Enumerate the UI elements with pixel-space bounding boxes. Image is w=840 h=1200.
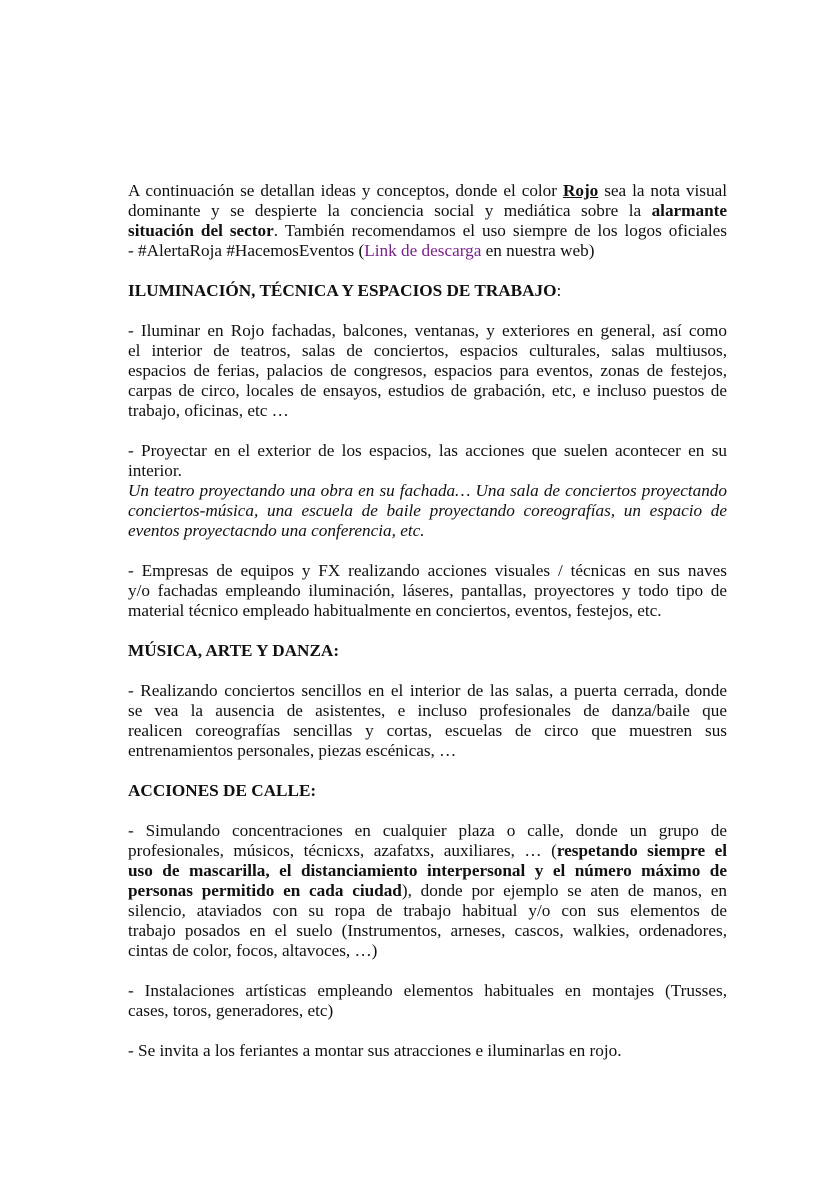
italic-example-line: conciertos-música, una escuela de baile proyectando coreografías, un espacio de xyxy=(128,501,727,520)
intro-text: en nuestra web) xyxy=(481,241,595,260)
paragraph-feriantes xyxy=(128,1041,727,1061)
paragraph-text: ), donde por ejemplo se aten de manos, en xyxy=(401,881,727,900)
section-heading-text: ILUMINACIÓN, TÉCNICA Y ESPACIOS DE TRABAJO xyxy=(128,281,557,300)
paragraph-line: - Simulando concentraciones en cualquier plaza o calle, donde un grupo de xyxy=(128,821,727,840)
paragraph-line: el interior de teatros, salas de conciertos, espacios culturales, salas multiusos, xyxy=(128,341,727,360)
hashtags-text: - #AlertaRoja #HacemosEventos ( xyxy=(128,241,365,260)
intro-bold-text: alarmante xyxy=(651,201,727,220)
paragraph-line: trabajo, oficinas, etc … xyxy=(128,401,289,420)
intro-line-2 xyxy=(128,201,727,221)
section-heading-musica: MÚSICA, ARTE Y DANZA: xyxy=(128,641,340,660)
paragraph-empresas xyxy=(128,561,727,621)
rojo-keyword: Rojo xyxy=(562,181,599,200)
paragraph-simulando xyxy=(128,821,727,961)
intro-text: . También recomendamos el uso siempre de los logos oficiales xyxy=(273,221,727,240)
paragraph-line: - Proyectar en el exterior de los espacios, las acciones que suelen acontecer en su xyxy=(128,441,727,460)
paragraph-line xyxy=(128,881,727,901)
paragraph-line: - Instalaciones artísticas empleando elementos habituales en montajes (Trusses, xyxy=(128,981,727,1000)
intro-text: sea la nota visual xyxy=(598,181,727,200)
section-heading-iluminacion xyxy=(128,281,727,301)
intro-text: A continuación se detallan ideas y conceptos, donde el color xyxy=(128,181,563,200)
paragraph-line: se vea la ausencia de asistentes, e incluso profesionales de danza/baile que xyxy=(128,701,727,720)
paragraph-line: cintas de color, focos, altavoces, …) xyxy=(128,941,378,960)
paragraph-text: profesionales, músicos, técnicxs, azafatxs, auxiliares, … ( xyxy=(128,841,557,860)
paragraph-line: - Se invita a los feriantes a montar sus atracciones e iluminarlas en rojo. xyxy=(128,1041,622,1060)
paragraph-proyectar xyxy=(128,441,727,541)
paragraph-instalaciones xyxy=(128,981,727,1021)
paragraph-line: realicen coreografías sencillas y cortas, escuelas de circo que muestren sus xyxy=(128,721,727,740)
paragraph-line: cases, toros, generadores, etc) xyxy=(128,1001,334,1020)
paragraph-line: interior. xyxy=(128,461,182,480)
paragraph-bold-text: personas permitido en cada ciudad xyxy=(128,881,402,900)
intro-line-4 xyxy=(128,241,727,261)
intro-line-1 xyxy=(128,181,727,201)
paragraph-bold-line: uso de mascarilla, el distanciamiento interpersonal y el número máximo de xyxy=(128,861,727,880)
paragraph-line: espacios de ferias, palacios de congresos, espacios para eventos, zonas de festejos, xyxy=(128,361,727,380)
italic-example-line: eventos proyectacndo una conferencia, etc. xyxy=(128,521,425,540)
paragraph-line: entrenamientos personales, piezas escénicas, … xyxy=(128,741,457,760)
paragraph-line: carpas de circo, locales de ensayos, estudios de grabación, etc, e incluso puestos de xyxy=(128,381,727,400)
document-body xyxy=(128,181,727,1061)
paragraph-line: trabajo posados en el suelo (Instrumentos, arneses, cascos, walkies, ordenadores, xyxy=(128,921,727,940)
intro-line-3 xyxy=(128,221,727,241)
italic-example-line: Un teatro proyectando una obra en su fachada… Una sala de conciertos proyectando xyxy=(128,481,727,500)
paragraph-line: y/o fachadas empleando iluminación, láseres, pantallas, proyectores y todo tipo de xyxy=(128,581,727,600)
heading-colon: : xyxy=(556,281,562,300)
paragraph-bold-text: respetando siempre el xyxy=(556,841,727,860)
paragraph-line xyxy=(128,841,727,861)
intro-text: dominante y se despierte la conciencia social y mediática sobre la xyxy=(128,201,652,220)
intro-bold-text: situación del sector xyxy=(128,221,274,240)
intro-paragraph xyxy=(128,181,727,261)
paragraph-line: - Empresas de equipos y FX realizando acciones visuales / técnicas en sus naves xyxy=(128,561,727,580)
paragraph-line: - Realizando conciertos sencillos en el interior de las salas, a puerta cerrada, donde xyxy=(128,681,727,700)
paragraph-conciertos xyxy=(128,681,727,761)
section-heading-acciones: ACCIONES DE CALLE: xyxy=(128,781,317,800)
paragraph-line: material técnico empleado habitualmente en conciertos, eventos, festejos, etc. xyxy=(128,601,662,620)
paragraph-line: silencio, ataviados con su ropa de trabajo habitual y/o con sus elementos de xyxy=(128,901,727,920)
paragraph-iluminar xyxy=(128,321,727,421)
download-link[interactable]: Link de descarga xyxy=(364,241,482,260)
paragraph-line: - Iluminar en Rojo fachadas, balcones, ventanas, y exteriores en general, así como xyxy=(128,321,727,340)
